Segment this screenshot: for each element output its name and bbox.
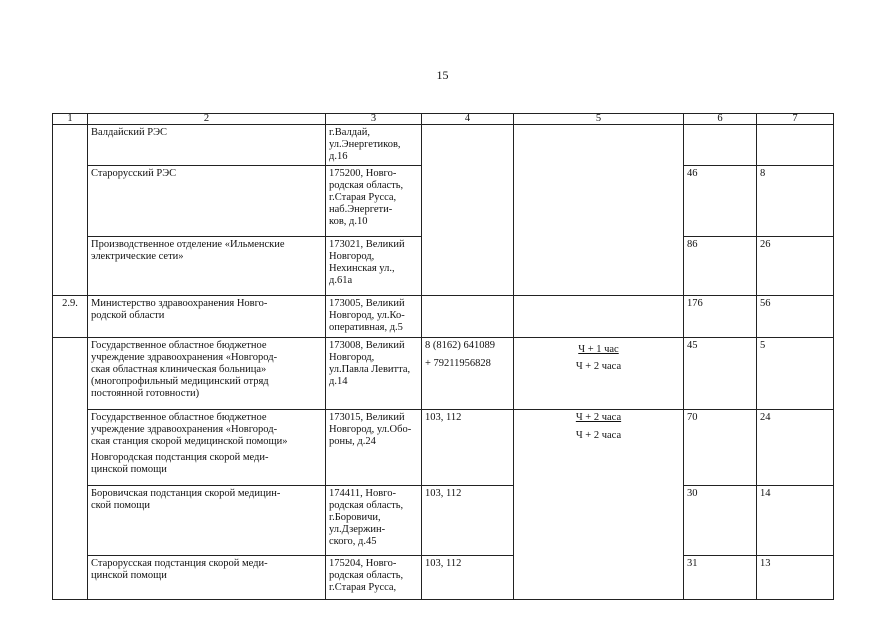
col7-cell: 5 (757, 338, 834, 410)
data-table (52, 113, 834, 600)
address-line: 173005, Великий (329, 298, 405, 309)
address-line: 173021, Великий (329, 239, 405, 250)
table-row (53, 556, 834, 600)
organization-name: ской помощи (91, 500, 150, 511)
address-line: Новгород, (329, 251, 375, 262)
address-line: родская область, (329, 500, 404, 511)
time-cell (514, 338, 684, 410)
column-number: 4 (422, 114, 514, 125)
address-line: родская область, (329, 180, 404, 191)
col6-cell: 176 (684, 296, 757, 338)
address-line: г.Старая Русса, (329, 582, 397, 593)
address-line: д.61а (329, 275, 353, 286)
page-number: 15 (436, 68, 449, 82)
col7-cell: 56 (757, 296, 834, 338)
column-number: 3 (326, 114, 422, 125)
time-cell (514, 296, 684, 338)
table-row (53, 296, 834, 338)
address-line: ского, д.45 (329, 536, 377, 547)
column-number: 6 (684, 114, 757, 125)
organization-name: Валдайский РЭС (91, 127, 168, 138)
address-line: ул.Энергетиков, (329, 139, 401, 150)
organization-name-cell (88, 338, 326, 410)
col7-cell: 8 (757, 166, 834, 237)
col7-cell: 14 (757, 486, 834, 556)
phone-cell (422, 125, 514, 296)
column-number: 2 (88, 114, 326, 125)
time-value: Ч + 2 часа (575, 361, 622, 372)
phone-cell (422, 338, 514, 410)
address-line: роны, д.24 (329, 436, 376, 447)
organization-name-cell (88, 486, 326, 556)
col6-cell: 31 (684, 556, 757, 600)
address-line: Новгород, ул.Ко- (329, 310, 405, 321)
col6-cell: 45 (684, 338, 757, 410)
organization-name: (многопрофильный медицинский отряд (91, 376, 269, 387)
address-line: ул.Дзержин- (329, 524, 386, 535)
address-cell (326, 296, 422, 338)
col7-cell: 24 (757, 410, 834, 486)
table-row (53, 125, 834, 166)
col7-cell: 13 (757, 556, 834, 600)
organization-name-cell (88, 410, 326, 486)
column-number: 1 (53, 114, 88, 125)
time-value: Ч + 2 часа (575, 430, 622, 441)
phone-cell (422, 410, 514, 486)
organization-name-cell (88, 237, 326, 296)
phone-number: 8 (8162) 641089 (425, 340, 495, 351)
address-line: 175200, Новго- (329, 168, 397, 179)
organization-name: Боровичская подстанция скорой медицин- (91, 488, 281, 499)
col7-cell: 26 (757, 237, 834, 296)
phone-cell (422, 296, 514, 338)
address-line: Нехинская ул., (329, 263, 395, 274)
col6-cell (684, 125, 757, 166)
organization-name: Старорусский РЭС (91, 168, 177, 179)
address-line: г.Валдай, (329, 127, 370, 138)
time-value: Ч + 2 часа (575, 412, 622, 423)
organization-name: учреждение здравоохранения «Новгород- (91, 352, 278, 363)
address-line: наб.Энергети- (329, 204, 393, 215)
address-cell (326, 556, 422, 600)
address-cell (326, 338, 422, 410)
organization-name-cell (88, 125, 326, 166)
address-line: 173008, Великий (329, 340, 405, 351)
organization-name: ская станция скорой медицинской помощи» (91, 436, 288, 447)
phone-number: 103, 112 (425, 488, 462, 499)
column-number-row (53, 114, 834, 125)
address-line: 173015, Великий (329, 412, 405, 423)
organization-name: ская областная клиническая больница» (91, 364, 267, 375)
address-line: г.Боровичи, (329, 512, 381, 523)
column-number: 7 (757, 114, 834, 125)
organization-name: Государственное областное бюджетное (91, 340, 267, 351)
organization-name-cell (88, 296, 326, 338)
address-cell (326, 166, 422, 237)
col6-cell: 46 (684, 166, 757, 237)
organization-name: родской области (91, 310, 165, 321)
time-value: Ч + 1 час (578, 344, 619, 355)
address-cell (326, 486, 422, 556)
phone-cell (422, 556, 514, 600)
organization-name: электрические сети» (91, 251, 184, 262)
col7-cell (757, 125, 834, 166)
phone-cell (422, 486, 514, 556)
address-line: 175204, Новго- (329, 558, 397, 569)
organization-name-cell (88, 166, 326, 237)
organization-name: учреждение здравоохранения «Новгород- (91, 424, 278, 435)
address-line: д.14 (329, 376, 348, 387)
row-number-cell (53, 125, 88, 296)
row-number-cell: 2.9. (53, 296, 88, 338)
column-number: 5 (514, 114, 684, 125)
col6-cell: 70 (684, 410, 757, 486)
col6-cell: 86 (684, 237, 757, 296)
phone-number: + 79211956828 (425, 358, 491, 369)
substation-name: цинской помощи (91, 464, 167, 475)
address-line: г.Старая Русса, (329, 192, 397, 203)
phone-number: 103, 112 (425, 558, 462, 569)
address-cell (326, 237, 422, 296)
substation-name: Новгородская подстанция скорой меди- (91, 452, 269, 463)
organization-name: Производственное отделение «Ильменские (91, 239, 285, 250)
phone-number: 103, 112 (425, 412, 462, 423)
address-cell (326, 125, 422, 166)
col6-cell: 30 (684, 486, 757, 556)
address-line: д.16 (329, 151, 348, 162)
address-line: Новгород, ул.Обо- (329, 424, 412, 435)
organization-name-cell (88, 556, 326, 600)
table-row (53, 338, 834, 410)
address-line: ков, д.10 (329, 216, 368, 227)
table-row (53, 410, 834, 486)
organization-name: цинской помощи (91, 570, 167, 581)
address-line: 174411, Новго- (329, 488, 396, 499)
organization-name: постоянной готовности) (91, 388, 200, 399)
address-line: оперативная, д.5 (329, 322, 403, 333)
organization-name: Государственное областное бюджетное (91, 412, 267, 423)
organization-name: Старорусская подстанция скорой меди- (91, 558, 268, 569)
address-line: ул.Павла Левитта, (329, 364, 411, 375)
time-cell (514, 410, 684, 600)
row-number-cell (53, 338, 88, 600)
address-line: Новгород, (329, 352, 375, 363)
address-cell (326, 410, 422, 486)
organization-name: Министерство здравоохранения Новго- (91, 298, 268, 309)
address-line: родская область, (329, 570, 404, 581)
table-row (53, 486, 834, 556)
time-cell (514, 125, 684, 296)
